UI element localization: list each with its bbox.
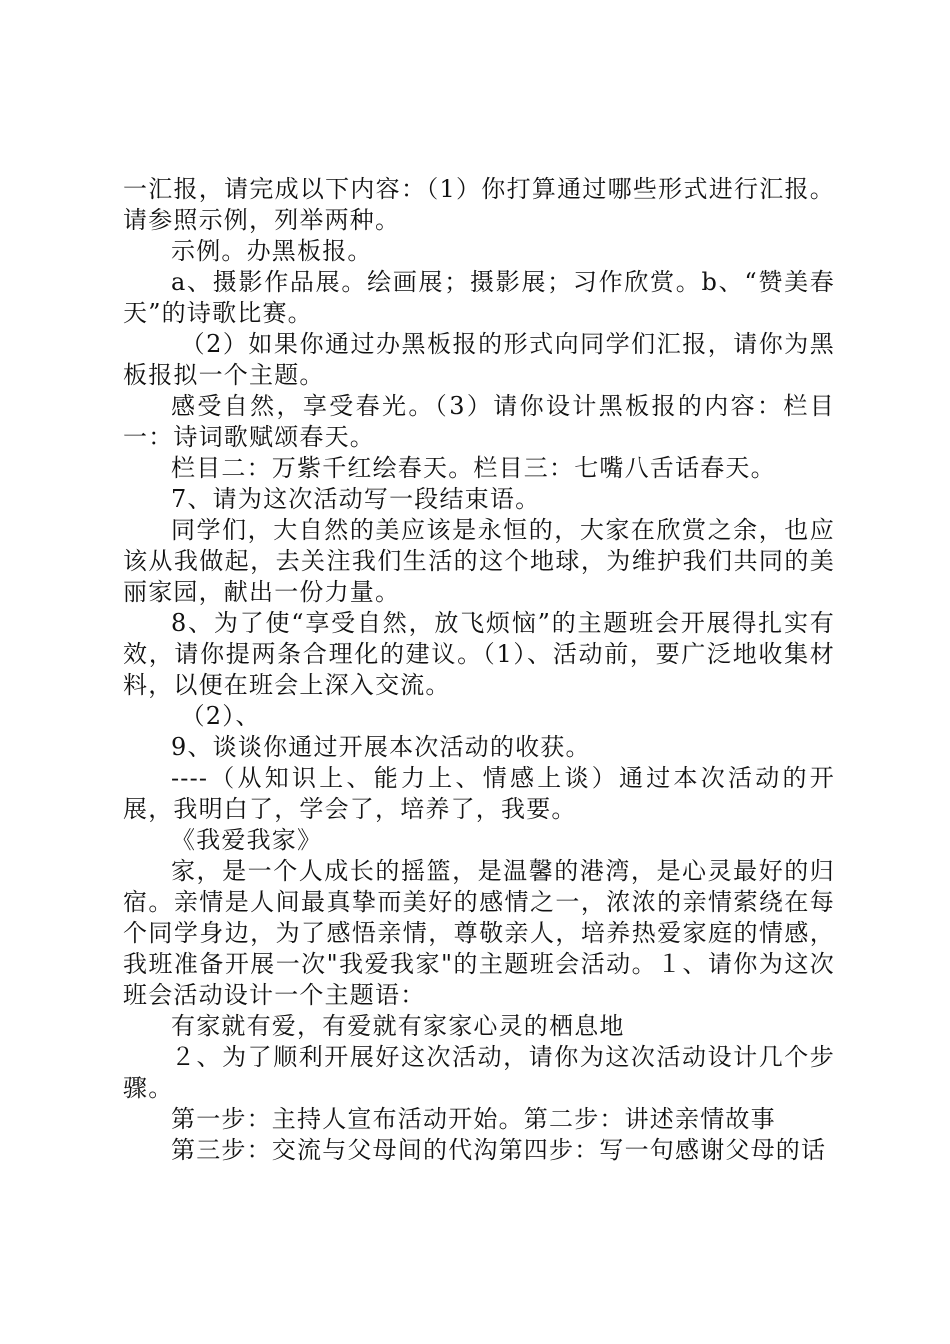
paragraph: 感受自然，享受春光。（3）请你设计黑板报的内容：栏目一：诗词歌赋颂春天。 xyxy=(123,392,835,451)
paragraph: a、摄影作品展。绘画展；摄影展；习作欣赏。b、“赞美春天”的诗歌比赛。 xyxy=(123,268,835,327)
paragraph: 第一步：主持人宣布活动开始。第二步：讲述亲情故事 xyxy=(171,1105,776,1133)
paragraph: 9、谈谈你通过开展本次活动的收获。 xyxy=(171,733,591,761)
paragraph: 家，是一个人成长的摇篮，是温馨的港湾，是心灵最好的归宿。亲情是人间最真挚而美好的感情之一，浓浓的亲情萦绕在每个同学身边，为了感悟亲情，尊敬亲人，培养热爱家庭的情感，我班准备开展一次"我爱我家"的主题班会活动。１、请你为这次班会活动设计一个主题语： xyxy=(123,857,835,1009)
paragraph: 7、请为这次活动写一段结束语。 xyxy=(171,485,541,513)
paragraph: 栏目二：万紫千红绘春天。栏目三：七嘴八舌话春天。 xyxy=(171,454,776,482)
paragraph: 一汇报，请完成以下内容：（1）你打算通过哪些形式进行汇报。请参照示例，列举两种。 xyxy=(123,175,835,234)
paragraph: 同学们，大自然的美应该是永恒的，大家在欣赏之余，也应该从我做起，去关注我们生活的这个地球，为维护我们共同的美丽家园，献出一份力量。 xyxy=(123,516,835,606)
paragraph: 示例。办黑板报。 xyxy=(171,237,373,265)
paragraph: ２、为了顺利开展好这次活动，请你为这次活动设计几个步骤。 xyxy=(123,1043,835,1102)
paragraph: 有家就有爱，有爱就有家家心灵的栖息地 xyxy=(171,1012,625,1040)
paragraph: （2）、 xyxy=(180,702,261,730)
paragraph: ----（从知识上、能力上、情感上谈）通过本次活动的开展，我明白了，学会了，培养了，我要。 xyxy=(123,764,835,823)
paragraph: 第三步：交流与父母间的代沟第四步：写一句感谢父母的话 xyxy=(171,1136,827,1164)
paragraph: 《我爱我家》 xyxy=(171,826,323,854)
paragraph: （2）如果你通过办黑板报的形式向同学们汇报，请你为黑板报拟一个主题。 xyxy=(123,330,835,389)
paragraph: 8、为了使“享受自然，放飞烦恼”的主题班会开展得扎实有效，请你提两条合理化的建议。（1）、活动前，要广泛地收集材料，以便在班会上深入交流。 xyxy=(123,609,835,699)
document-body xyxy=(123,174,835,1166)
